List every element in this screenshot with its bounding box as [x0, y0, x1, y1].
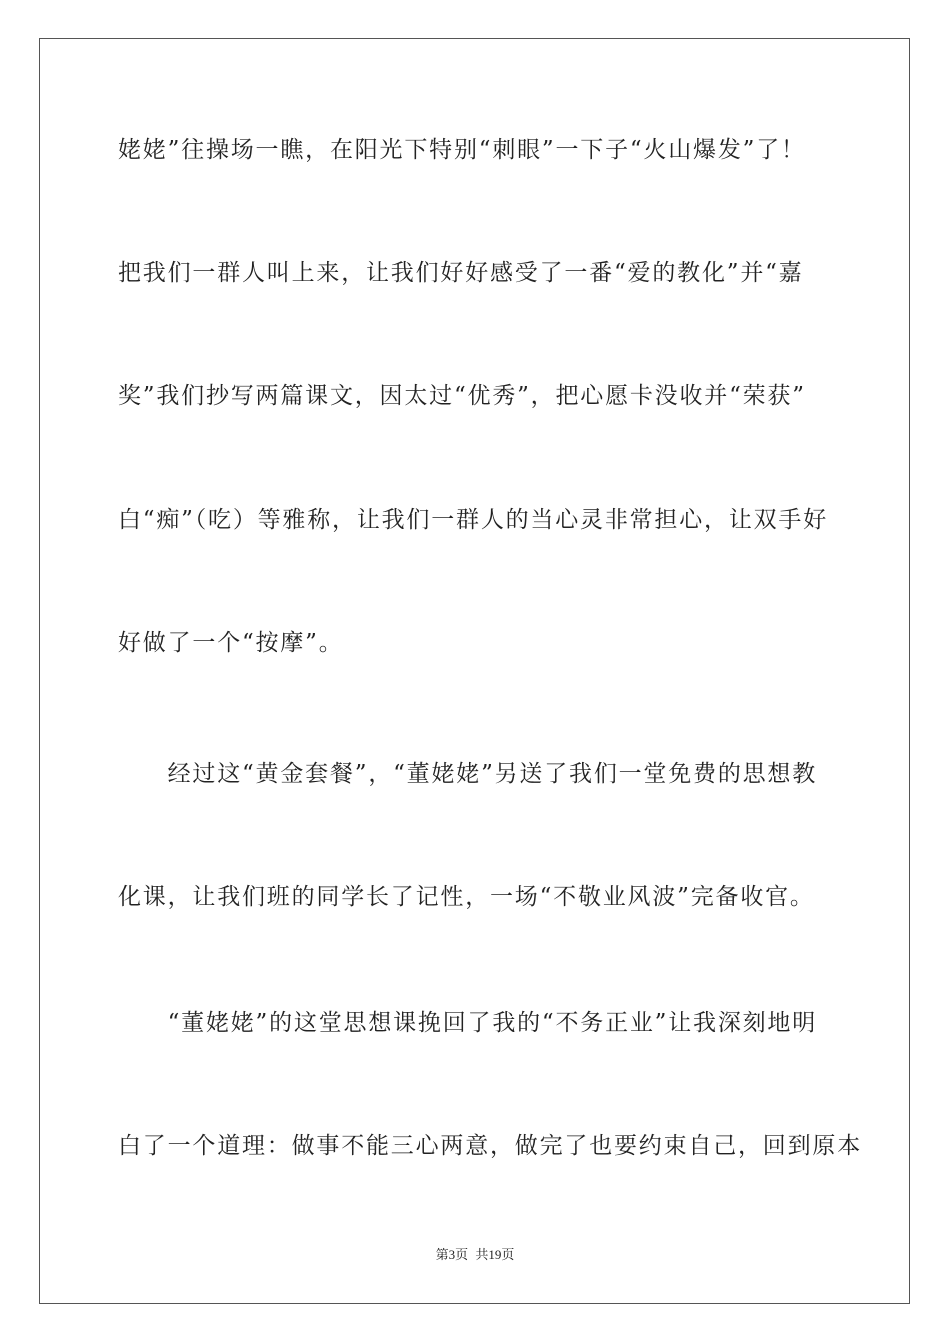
body-line-3: 奖”我们抄写两篇课文，因太过“优秀”，把心愿卡没收并“荣获”: [118, 383, 806, 409]
body-line-5: 好做了一个“按摩”。: [118, 630, 344, 656]
page-number: 第3页: [435, 1247, 469, 1262]
body-line-6: 经过这“黄金套餐”，“董姥姥”另送了我们一堂免费的思想教: [118, 761, 818, 787]
body-line-2: 把我们一群人叫上来，让我们好好感受了一番“爱的教化”并“嘉: [118, 260, 804, 286]
body-line-8: “董姥姥”的这堂思想课挽回了我的“不务正业”让我深刻地明: [118, 1010, 818, 1036]
page-border: [39, 38, 910, 1304]
page-footer: [0, 1246, 950, 1264]
body-line-7: 化课，让我们班的同学长了记性，一场“不敬业风波”完备收官。: [118, 884, 815, 910]
body-line-4: 白“痴”（吃）等雅称，让我们一群人的当心灵非常担心，让双手好: [118, 507, 829, 533]
body-line-9: 白了一个道理：做事不能三心两意，做完了也要约束自己，回到原本: [118, 1133, 862, 1159]
total-pages: 共19页: [475, 1247, 515, 1262]
body-line-1: 姥姥”往操场一瞧，在阳光下特别“刺眼”一下子“火山爆发”了！: [118, 137, 806, 163]
